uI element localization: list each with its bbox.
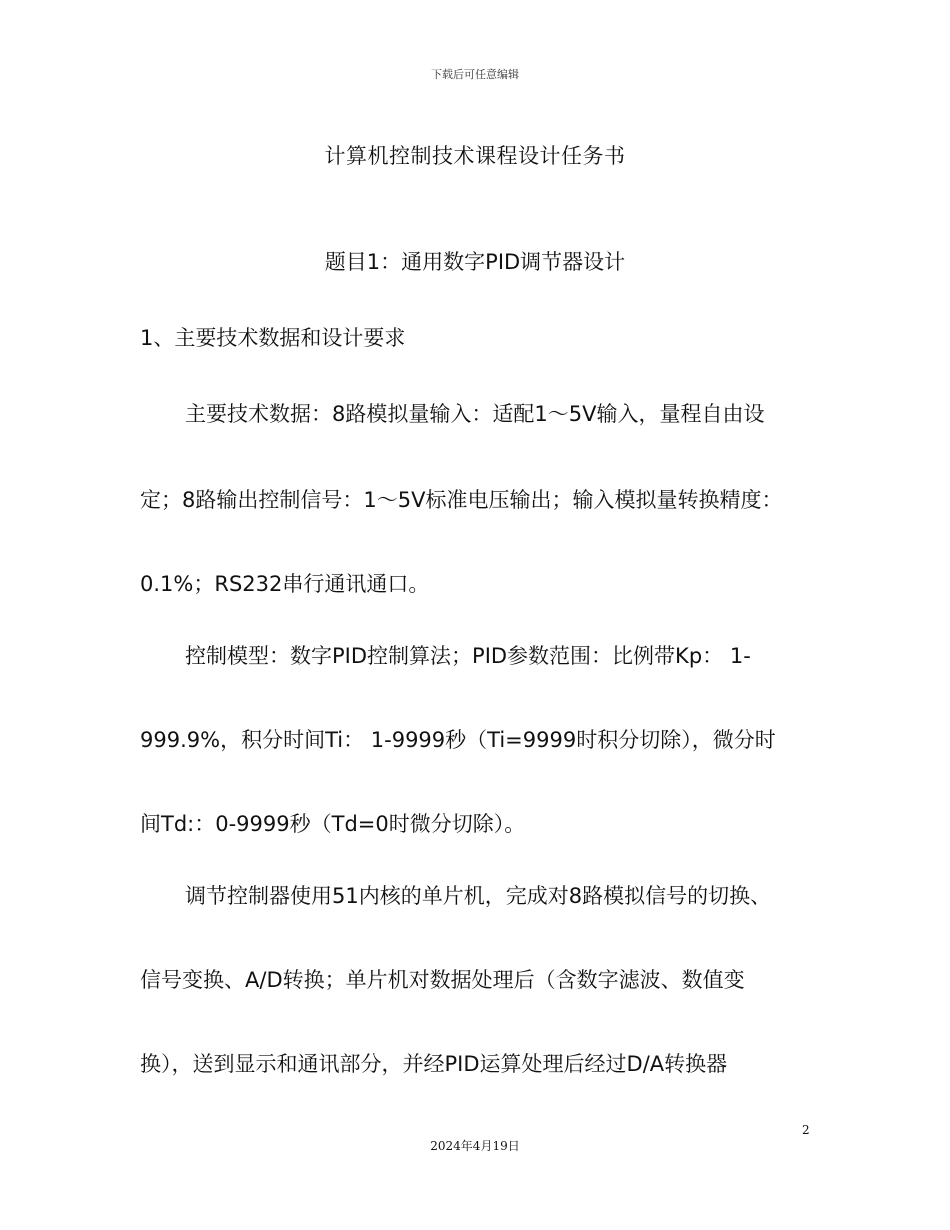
body-line-1: 主要技术数据：8路模拟量输入：适配1～5V输入，量程自由设	[185, 402, 765, 426]
document-title: 计算机控制技术课程设计任务书	[324, 144, 626, 168]
body-line-6: 间Td:：0-9999秒（Td=0时微分切除）。	[140, 812, 526, 836]
body-line-5: 999.9%，积分时间Ti： 1-9999秒（Ti=9999时积分切除），微分时	[140, 728, 776, 752]
body-line-4: 控制模型：数字PID控制算法；PID参数范围：比例带Kp： 1-	[185, 644, 751, 668]
page-number: 2	[802, 1123, 810, 1137]
footer-date: 2024年4月19日	[430, 1139, 520, 1153]
body-line-9: 换），送到显示和通讯部分，并经PID运算处理后经过D/A转换器	[140, 1052, 728, 1076]
topic-title: 题目1：通用数字PID调节器设计	[324, 250, 626, 274]
header-note: 下载后可任意编辑	[431, 68, 519, 81]
body-line-3: 0.1%；RS232串行通讯通口。	[140, 572, 430, 596]
body-line-7: 调节控制器使用51内核的单片机，完成对8路模拟信号的切换、	[185, 884, 772, 908]
section-heading: 1、主要技术数据和设计要求	[140, 326, 406, 350]
body-line-2: 定；8路输出控制信号：1～5V标准电压输出；输入模拟量转换精度：	[140, 488, 783, 512]
body-line-8: 信号变换、A/D转换；单片机对数据处理后（含数字滤波、数值变	[140, 968, 745, 992]
